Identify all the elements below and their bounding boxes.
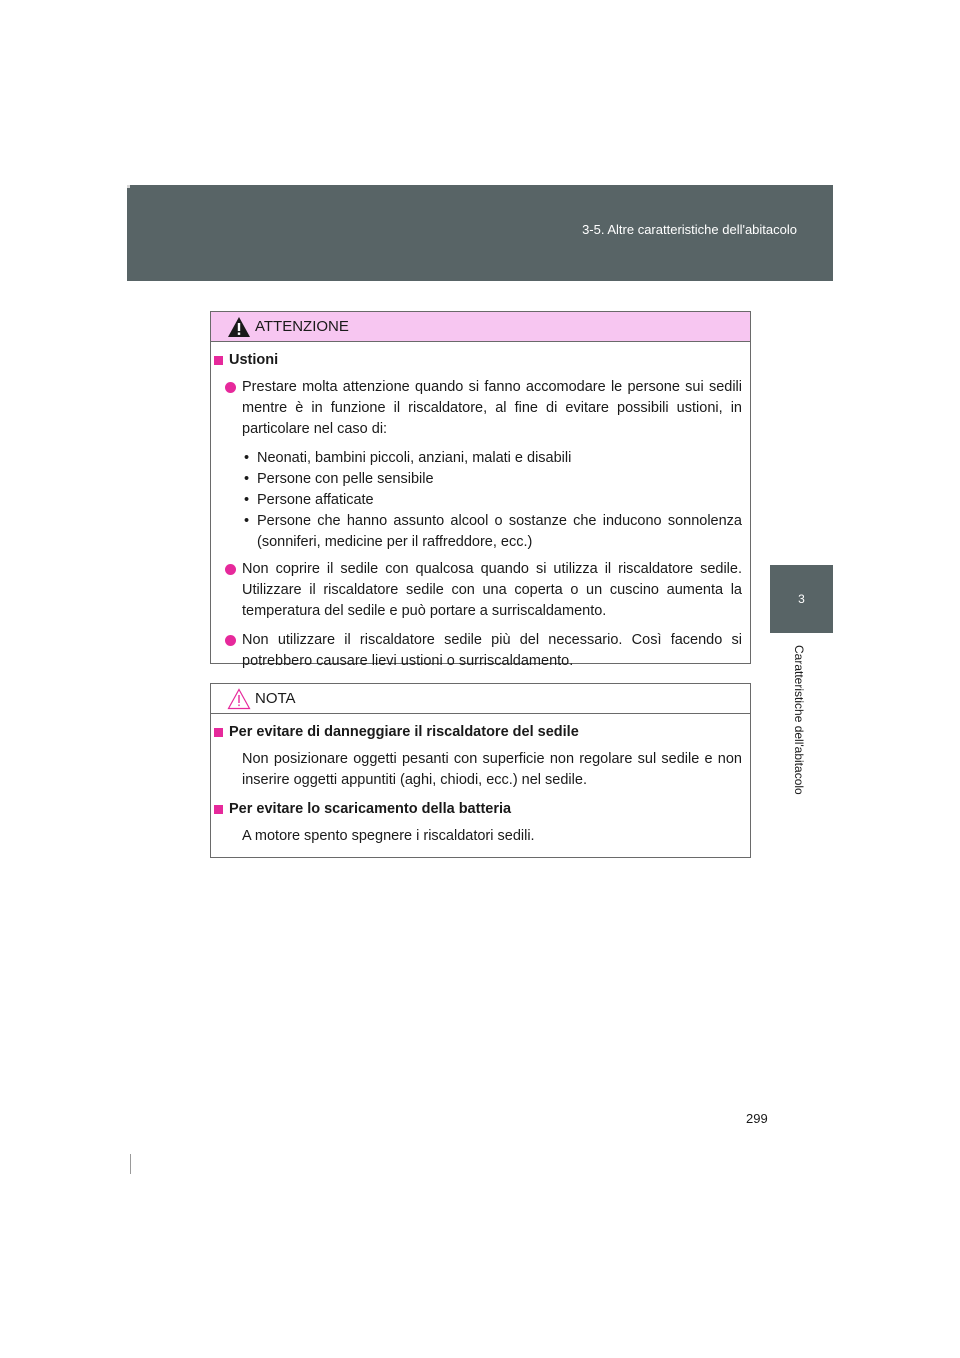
list-item: • Neonati, bambini piccoli, anziani, malati e disabili	[242, 448, 742, 469]
header-band	[127, 185, 833, 281]
warning-sublist	[211, 448, 742, 553]
warning-triangle-icon	[227, 316, 251, 338]
note-label: NOTA	[255, 690, 296, 707]
note-box	[210, 683, 751, 858]
round-bullet-icon	[225, 382, 236, 393]
crop-mark	[127, 185, 130, 188]
square-bullet-icon	[214, 728, 223, 737]
list-item: • Persone affaticate	[242, 490, 742, 511]
chapter-tab: 3	[770, 565, 833, 633]
round-bullet-icon	[225, 635, 236, 646]
note-section-1-text: Non posizionare oggetti pesanti con superficie non regolare sul sedile e non inserire oggetti appuntiti (aghi, chiodi, ecc.) nel sedile.	[242, 751, 742, 788]
list-item: • Persone che hanno assunto alcool o sostanze che inducono sonnolenza (sonniferi, medicine per il raffreddore, ecc.)	[242, 511, 742, 553]
note-section-1-title: Per evitare di danneggiare il riscaldatore del sedile	[211, 722, 742, 743]
warning-header	[211, 312, 750, 342]
note-section-2-title: Per evitare lo scaricamento della batteria	[211, 799, 742, 820]
square-bullet-icon	[214, 356, 223, 365]
crop-mark	[130, 1154, 131, 1174]
section-title: 3-5. Altre caratteristiche dell'abitacolo	[582, 222, 797, 237]
note-header	[211, 684, 750, 714]
square-bullet-icon	[214, 805, 223, 814]
list-item: • Persone con pelle sensibile	[242, 469, 742, 490]
warning-label: ATTENZIONE	[255, 318, 349, 335]
round-bullet-icon	[225, 564, 236, 575]
chapter-title: Caratteristiche dell'abitacolo	[792, 645, 806, 795]
warning-bullet-2: Non coprire il sedile con qualcosa quando si utilizza il riscaldatore sedile. Utilizzare il riscaldatore sedile con una coperta o un cuscino aumenta la temperatura del sedile e può portare a surriscaldamento.	[211, 559, 742, 622]
note-section-2-text: A motore spento spegnere i riscaldatori sedili.	[242, 828, 535, 844]
page-number: 299	[746, 1111, 768, 1126]
warning-box	[210, 311, 751, 669]
warning-section-title: Ustioni	[211, 350, 742, 371]
caution-outline-icon	[227, 688, 251, 710]
warning-bullet-3: Non utilizzare il riscaldatore sedile più del necessario. Così facendo si potrebbero causare lievi ustioni o surriscaldamento.	[211, 630, 742, 672]
warning-bullet-1: Prestare molta attenzione quando si fanno accomodare le persone sui sedili mentre è in funzione il riscaldatore, al fine di evitare possibili ustioni, in particolare nel caso di:	[211, 377, 742, 440]
